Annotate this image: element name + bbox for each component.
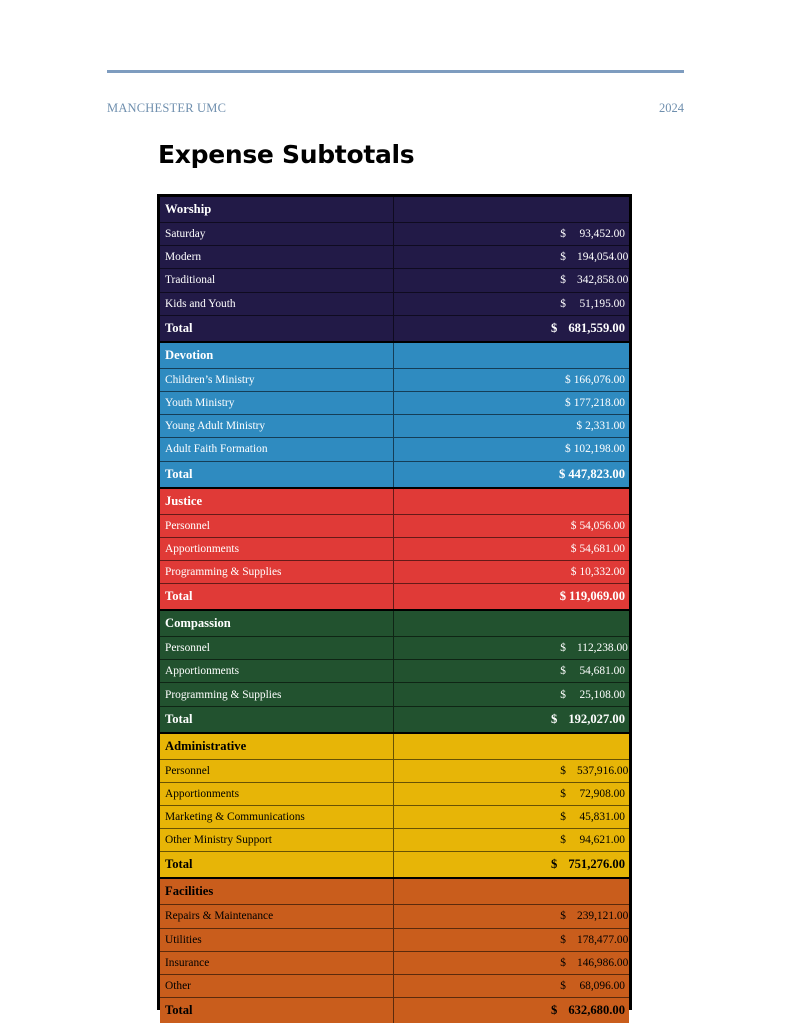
total-value: 632,680.00 <box>568 1003 625 1018</box>
table-row <box>160 904 629 927</box>
line-item-label: Programming & Supplies <box>160 683 394 705</box>
table-row <box>160 951 629 974</box>
section-heading-row <box>160 343 629 368</box>
section-heading-blank <box>394 879 629 904</box>
section-heading-row <box>160 611 629 636</box>
section-title: Administrative <box>160 734 394 759</box>
section-heading-blank <box>394 734 629 759</box>
line-item-label: Programming & Supplies <box>160 561 394 583</box>
currency-symbol: $ <box>559 589 567 604</box>
currency-symbol: $ <box>560 251 566 264</box>
currency-symbol: $ <box>560 910 566 923</box>
line-item-label: Personnel <box>160 515 394 537</box>
line-item-label: Adult Faith Formation <box>160 438 394 460</box>
currency-symbol: $ <box>576 420 583 433</box>
section-facilities <box>160 877 629 1023</box>
currency-symbol: $ <box>560 787 566 800</box>
table-row <box>160 682 629 705</box>
section-total-row <box>160 583 629 609</box>
amount-value: 342,858.00 <box>577 274 629 287</box>
section-heading-row <box>160 489 629 514</box>
amount-value: 146,986.00 <box>577 956 629 969</box>
table-row <box>160 245 629 268</box>
expense-subtotals-table <box>157 194 632 1018</box>
section-title: Justice <box>160 489 394 514</box>
total-amount <box>394 852 629 877</box>
header-rule <box>107 70 684 73</box>
line-item-amount <box>394 929 629 951</box>
line-item-amount <box>394 561 629 583</box>
table-row <box>160 268 629 291</box>
table-row <box>160 759 629 782</box>
currency-symbol: $ <box>570 542 577 555</box>
amount-value: 112,238.00 <box>577 642 628 655</box>
section-heading-blank <box>394 197 629 222</box>
currency-symbol: $ <box>560 764 566 777</box>
currency-symbol: $ <box>560 297 566 310</box>
table-row <box>160 292 629 315</box>
currency-symbol: $ <box>560 688 566 701</box>
total-label: Total <box>160 462 394 487</box>
section-total-row <box>160 315 629 341</box>
currency-symbol: $ <box>551 711 558 726</box>
amount-value: 54,681.00 <box>579 542 625 555</box>
amount-value: 10,332.00 <box>579 565 625 578</box>
line-item-amount <box>394 760 629 782</box>
line-item-amount <box>394 637 629 659</box>
line-item-amount <box>394 415 629 437</box>
section-total-row <box>160 851 629 877</box>
table-row <box>160 828 629 851</box>
table-row <box>160 414 629 437</box>
currency-symbol: $ <box>560 811 566 824</box>
amount-value: 177,218.00 <box>573 397 625 410</box>
total-label: Total <box>160 316 394 341</box>
section-compassion <box>160 609 629 732</box>
table-row <box>160 805 629 828</box>
currency-symbol: $ <box>560 274 566 287</box>
line-item-amount <box>394 392 629 414</box>
section-total-row <box>160 706 629 732</box>
total-label: Total <box>160 584 394 609</box>
section-administrative <box>160 732 629 878</box>
amount-value: 93,452.00 <box>579 228 625 241</box>
currency-symbol: $ <box>560 665 566 678</box>
total-amount <box>394 462 629 487</box>
line-item-amount <box>394 660 629 682</box>
currency-symbol: $ <box>560 980 566 993</box>
currency-symbol: $ <box>560 228 566 241</box>
report-year: 2024 <box>659 101 684 115</box>
line-item-amount <box>394 438 629 460</box>
total-label: Total <box>160 852 394 877</box>
amount-value: 25,108.00 <box>579 688 625 701</box>
line-item-label: Personnel <box>160 637 394 659</box>
currency-symbol: $ <box>560 956 566 969</box>
section-heading-blank <box>394 489 629 514</box>
line-item-label: Utilities <box>160 929 394 951</box>
table-row <box>160 560 629 583</box>
line-item-label: Young Adult Ministry <box>160 415 394 437</box>
section-devotion <box>160 341 629 487</box>
line-item-label: Other <box>160 975 394 997</box>
table-row <box>160 974 629 997</box>
currency-symbol: $ <box>565 443 571 456</box>
line-item-amount <box>394 975 629 997</box>
table-row <box>160 368 629 391</box>
amount-value: 94,621.00 <box>579 834 625 847</box>
total-amount <box>394 584 629 609</box>
amount-value: 45,831.00 <box>579 811 625 824</box>
amount-value: 166,076.00 <box>573 373 625 386</box>
section-heading-row <box>160 734 629 759</box>
currency-symbol: $ <box>551 857 558 872</box>
total-amount <box>394 316 629 341</box>
section-title: Compassion <box>160 611 394 636</box>
table-row <box>160 636 629 659</box>
currency-symbol: $ <box>570 565 577 578</box>
currency-symbol: $ <box>559 466 566 481</box>
line-item-amount <box>394 369 629 391</box>
line-item-amount <box>394 806 629 828</box>
line-item-amount <box>394 905 629 927</box>
currency-symbol: $ <box>551 320 558 335</box>
line-item-label: Repairs & Maintenance <box>160 905 394 927</box>
line-item-amount <box>394 683 629 705</box>
section-title: Devotion <box>160 343 394 368</box>
line-item-amount <box>394 829 629 851</box>
amount-value: 54,056.00 <box>579 519 625 532</box>
amount-value: 51,195.00 <box>579 297 625 310</box>
section-heading-blank <box>394 611 629 636</box>
section-total-row <box>160 997 629 1023</box>
table-row <box>160 514 629 537</box>
table-row <box>160 222 629 245</box>
total-value: 119,069.00 <box>569 589 625 604</box>
section-worship <box>160 197 629 341</box>
total-amount <box>394 998 629 1023</box>
currency-symbol: $ <box>560 642 566 655</box>
currency-symbol: $ <box>560 933 566 946</box>
line-item-label: Apportionments <box>160 783 394 805</box>
line-item-label: Modern <box>160 246 394 268</box>
total-label: Total <box>160 998 394 1023</box>
section-heading-blank <box>394 343 629 368</box>
table-row <box>160 537 629 560</box>
line-item-label: Youth Ministry <box>160 392 394 414</box>
table-row <box>160 391 629 414</box>
total-label: Total <box>160 707 394 732</box>
total-value: 447,823.00 <box>568 466 625 481</box>
table-row <box>160 437 629 460</box>
line-item-amount <box>394 293 629 315</box>
line-item-label: Apportionments <box>160 538 394 560</box>
amount-value: 2,331.00 <box>585 420 625 433</box>
section-title: Facilities <box>160 879 394 904</box>
currency-symbol: $ <box>565 397 571 410</box>
section-title: Worship <box>160 197 394 222</box>
line-item-label: Traditional <box>160 269 394 291</box>
line-item-amount <box>394 952 629 974</box>
line-item-label: Apportionments <box>160 660 394 682</box>
currency-symbol: $ <box>560 834 566 847</box>
section-heading-row <box>160 197 629 222</box>
page-title: Expense Subtotals <box>158 140 415 169</box>
amount-value: 537,916.00 <box>577 764 629 777</box>
line-item-label: Marketing & Communications <box>160 806 394 828</box>
total-amount <box>394 707 629 732</box>
amount-value: 178,477.00 <box>577 933 629 946</box>
amount-value: 194,054.00 <box>577 251 629 264</box>
line-item-amount <box>394 269 629 291</box>
section-total-row <box>160 461 629 487</box>
line-item-label: Kids and Youth <box>160 293 394 315</box>
table-row <box>160 782 629 805</box>
line-item-label: Saturday <box>160 223 394 245</box>
line-item-amount <box>394 538 629 560</box>
section-justice <box>160 487 629 610</box>
currency-symbol: $ <box>570 519 577 532</box>
amount-value: 239,121.00 <box>577 910 629 923</box>
line-item-label: Personnel <box>160 760 394 782</box>
amount-value: 102,198.00 <box>573 443 625 456</box>
line-item-amount <box>394 515 629 537</box>
total-value: 192,027.00 <box>568 711 625 726</box>
amount-value: 72,908.00 <box>579 787 625 800</box>
line-item-amount <box>394 783 629 805</box>
line-item-label: Other Ministry Support <box>160 829 394 851</box>
table-row <box>160 928 629 951</box>
table-row <box>160 659 629 682</box>
currency-symbol: $ <box>565 373 571 386</box>
line-item-amount <box>394 223 629 245</box>
line-item-amount <box>394 246 629 268</box>
amount-value: 68,096.00 <box>579 980 625 993</box>
amount-value: 54,681.00 <box>579 665 625 678</box>
org-name: MANCHESTER UMC <box>107 101 227 115</box>
total-value: 751,276.00 <box>568 857 625 872</box>
currency-symbol: $ <box>551 1003 558 1018</box>
total-value: 681,559.00 <box>568 320 625 335</box>
line-item-label: Children’s Ministry <box>160 369 394 391</box>
line-item-label: Insurance <box>160 952 394 974</box>
section-heading-row <box>160 879 629 904</box>
